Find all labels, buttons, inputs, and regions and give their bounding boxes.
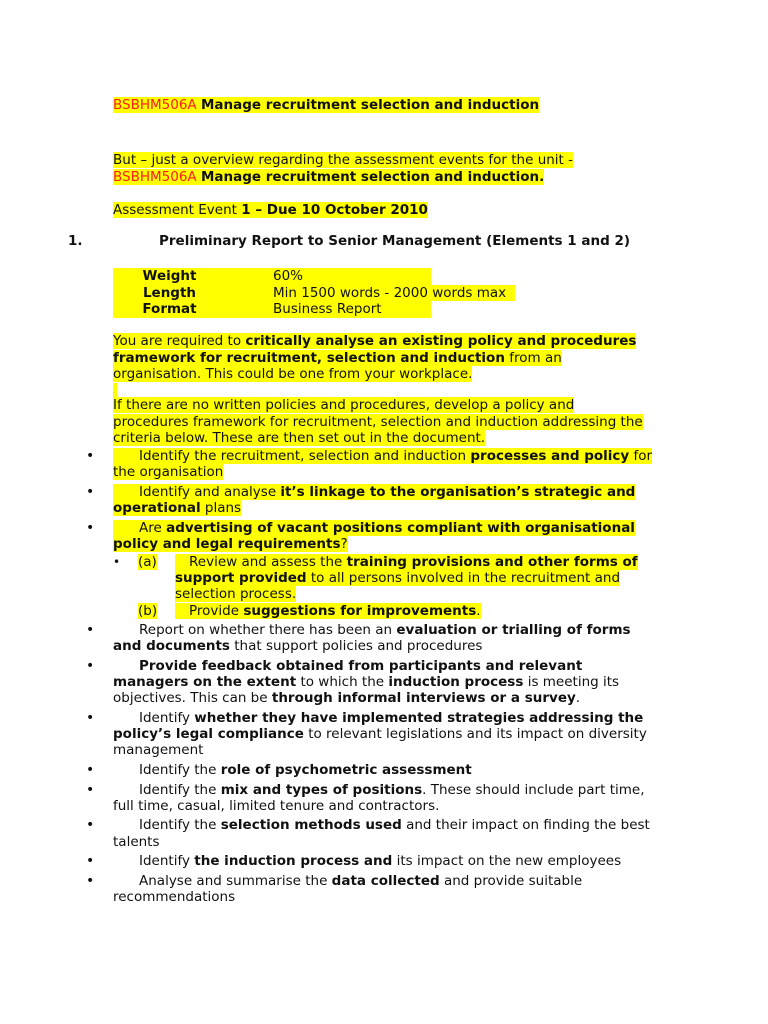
item-emphasis: induction process xyxy=(388,674,524,691)
criteria-list xyxy=(0,448,768,909)
para-text: If there are no written policies and procedures, develop a policy and procedures framework for recruitment, selection and induction addressing the criteria below. These are then set out in the document. xyxy=(113,397,643,446)
bullet-icon: • xyxy=(86,710,95,726)
table-row xyxy=(113,268,431,285)
item-emphasis: advertising of vacant positions compliant with organisational policy and legal requirements xyxy=(113,519,635,552)
para-text: from an organisation. This could be one from your workplace. xyxy=(113,349,562,382)
section-number: 1. xyxy=(68,233,83,249)
fallback-paragraph xyxy=(113,397,653,447)
item-text: Are xyxy=(139,519,162,536)
item-emphasis: mix and types of positions xyxy=(220,781,423,798)
list-item xyxy=(0,710,653,759)
item-emphasis: role of psychometric assessment xyxy=(220,762,472,778)
item-text: Report on whether there has been an xyxy=(139,622,393,639)
event-label: Assessment Event xyxy=(113,202,237,218)
table-value: 60% xyxy=(273,268,304,284)
bullet-icon: • xyxy=(86,781,95,798)
item-emphasis: suggestions for improvements xyxy=(243,602,477,619)
list-item xyxy=(0,622,653,654)
item-text: Identify the xyxy=(139,817,217,834)
list-item xyxy=(0,853,653,869)
table-value: Min 1500 words - 2000 words max xyxy=(273,284,507,301)
sub-label: (b) xyxy=(138,602,158,619)
sub-item xyxy=(0,603,653,619)
list-item xyxy=(0,762,653,778)
item-emphasis: Provide feedback obtained from participants and relevant managers on the extent xyxy=(113,658,583,691)
item-text: Analyse and summarise the xyxy=(139,872,328,889)
sub-item xyxy=(0,554,653,603)
bullet-icon: • xyxy=(86,853,95,870)
bullet-icon: • xyxy=(86,658,95,674)
item-text: Identify the xyxy=(139,781,217,798)
item-text: plans xyxy=(204,500,242,516)
item-text: Identify the xyxy=(139,762,217,778)
item-text: is meeting its objectives. This can be xyxy=(113,674,620,707)
unit-code: BSBHM506A xyxy=(113,97,197,113)
sub-label: (a) xyxy=(138,554,157,570)
item-text: its impact on the new employees xyxy=(396,853,622,870)
intro-unit-title: Manage recruitment selection and induction. xyxy=(200,168,545,185)
item-emphasis: processes and policy xyxy=(470,448,630,464)
table-row xyxy=(113,301,431,318)
table-key: Weight xyxy=(142,268,197,284)
item-text: Review and assess the xyxy=(189,554,343,570)
item-text: Identify xyxy=(139,853,190,870)
item-text: . xyxy=(575,690,581,707)
table-key: Length xyxy=(142,284,197,301)
list-item xyxy=(0,658,653,707)
bullet-icon: • xyxy=(86,483,95,500)
item-text: to which the xyxy=(300,674,385,691)
list-item xyxy=(0,520,653,619)
para-emphasis: critically analyse an existing policy and procedures framework for recruitment, selection and induction xyxy=(113,333,637,366)
item-text: . xyxy=(476,602,481,619)
item-text: that support policies and procedures xyxy=(234,638,483,655)
item-emphasis: selection methods used xyxy=(220,817,402,834)
item-text: Provide xyxy=(189,602,240,619)
table-row xyxy=(113,285,515,302)
item-emphasis: through informal interviews or a survey xyxy=(271,690,576,707)
para-text: You are required to xyxy=(113,333,242,349)
assessment-details-table xyxy=(113,268,515,318)
event-value: 1 – Due 10 October 2010 xyxy=(241,202,428,218)
bullet-icon: • xyxy=(86,762,95,778)
item-text: Identify and analyse xyxy=(139,483,277,500)
list-item xyxy=(0,782,653,814)
bullet-icon: • xyxy=(86,448,95,464)
bullet-icon: • xyxy=(86,872,95,889)
document-title xyxy=(113,97,653,114)
intro-paragraph xyxy=(113,152,653,185)
item-emphasis: it’s linkage to the organisation’s strategic and operational xyxy=(113,483,636,516)
assessment-event xyxy=(113,202,653,219)
bullet-icon: • xyxy=(86,519,95,536)
item-text: Identify the recruitment, selection and induction xyxy=(139,448,467,464)
list-item xyxy=(0,873,653,905)
item-emphasis: evaluation or trialling of forms and documents xyxy=(113,622,631,655)
section-title: Preliminary Report to Senior Management (Elements 1 and 2) xyxy=(159,233,631,249)
intro-unit-code: BSBHM506A xyxy=(113,168,197,185)
item-text: . These should include part time, full time, casual, limited tenure and contractors. xyxy=(113,781,645,814)
intro-line: But – just a overview regarding the assessment events for the unit - xyxy=(113,152,574,168)
list-item xyxy=(0,448,653,480)
item-text: ? xyxy=(340,535,348,552)
item-emphasis: data collected xyxy=(331,872,440,889)
item-text: to relevant legislations and its impact on diversity management xyxy=(113,726,647,759)
item-emphasis: training provisions and other forms of support provided xyxy=(175,554,638,587)
bullet-icon: • xyxy=(113,555,121,569)
list-item xyxy=(0,484,653,516)
unit-title: Manage recruitment selection and induction xyxy=(200,97,540,113)
table-value: Business Report xyxy=(273,301,382,317)
list-item xyxy=(0,817,653,849)
table-key: Format xyxy=(142,301,197,317)
bullet-icon: • xyxy=(86,817,95,834)
bullet-icon: • xyxy=(86,622,95,639)
item-text: for the organisation xyxy=(113,448,653,481)
requirement-paragraph xyxy=(113,333,653,399)
item-text: Identify xyxy=(139,710,190,726)
item-emphasis: the induction process and xyxy=(194,853,393,870)
item-emphasis: whether they have implemented strategies addressing the policy’s legal compliance xyxy=(113,710,644,743)
item-text: and their impact on finding the best talents xyxy=(113,817,650,850)
item-text: to all persons involved in the recruitment and selection process. xyxy=(175,570,621,603)
item-text: and provide suitable recommendations xyxy=(113,872,583,905)
